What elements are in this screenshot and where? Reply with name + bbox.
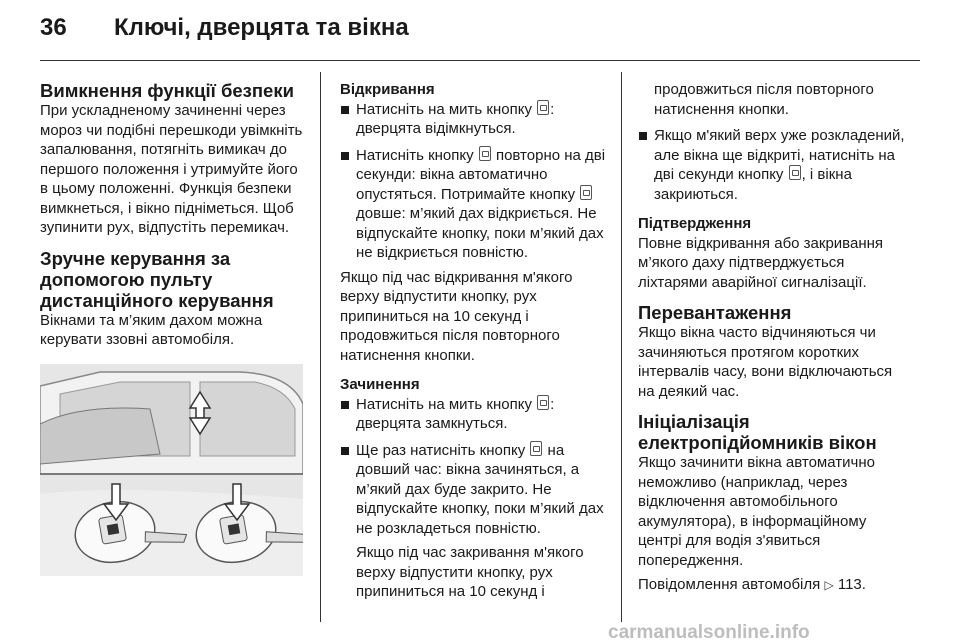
watermark: carmanualsonline.info <box>608 622 810 643</box>
lock-button-icon <box>530 441 542 456</box>
column-divider-1 <box>320 72 321 622</box>
heading-initialization: Ініціалізація електропідйомників вікон <box>638 411 877 453</box>
bullet-icon <box>341 152 349 160</box>
text-opening: Якщо під час відкривання м'якого верху відпустити кнопку, рух припиниться на 10 секунд і продовжиться після повторного натиснення кнопки. <box>340 268 573 364</box>
page-title: Ключі, дверцята та вікна <box>114 14 409 41</box>
heading-security: Вимкнення функції безпеки <box>40 80 294 101</box>
lock-button-icon <box>789 165 801 180</box>
text-remote: Вікнами та м’яким дахом можна керувати ззовні автомобіля. <box>40 311 263 348</box>
text-overload: Якщо вікна часто відчиняються чи зачиняються протягом коротких інтервалів часу, вони відключаються на деякий час. <box>638 324 893 400</box>
unlock-button-icon <box>580 185 592 200</box>
list-item: Натисніть на мить кнопку : дверцята замкнуться. <box>340 395 610 434</box>
page-header <box>40 14 409 50</box>
continued-text: продовжиться після повторного натиснення кнопки. <box>654 81 874 118</box>
column-3 <box>638 80 908 596</box>
text-security: При ускладненому зачиненні через мороз чи подібні перешкоди увімкніть запалювання, потягніть вимикач до першого положення і утримуйте його в цьому положенні. Функція безпеки вимкнеться, і вікно підніметься. Щоб зупинити рух, відпустіть перемикач. <box>40 102 303 236</box>
page-link[interactable]: 113. <box>837 576 866 593</box>
heading-remote: Зручне керування за допомогою пульту дистанційного керування <box>40 247 274 311</box>
column-2 <box>340 80 610 602</box>
heading-overload: Перевантаження <box>638 302 792 323</box>
text-confirmation: Повне відкривання або закривання м’якого даху підтверджується ліхтарями аварійної сигналізації. <box>638 234 884 291</box>
list-item: Якщо м'який верх уже розкладений, але вікна ще відкриті, натисніть на дві секунди кнопку , і вікна закриються. <box>638 126 908 204</box>
page-reference-icon: ▷ <box>824 578 834 592</box>
unlock-button-icon <box>537 100 549 115</box>
text-initialization: Якщо зачинити вікна автоматично неможливо (наприклад, через відключення автомобільного акумулятора), в інформаційному центрі для водія з'явиться попередження. <box>638 454 875 569</box>
vehicle-messages-ref: Повідомлення автомобіля ▷ 113. <box>638 576 866 593</box>
bullet-icon <box>639 132 647 140</box>
bullet-icon <box>341 401 349 409</box>
heading-confirmation: Підтвердження <box>638 215 752 232</box>
lock-button-icon <box>537 395 549 410</box>
text-closing-note: Якщо під час закривання м'якого верху відпустити кнопку, рух припиниться на 10 секунд і <box>356 544 584 600</box>
remote-key-illustration <box>40 364 303 576</box>
list-item: Ще раз натисніть кнопку на довший час: вікна зачиняться, а м’який дах буде закрито. Не відпускайте кнопку, поки м’який дах не розкладеться повністю. Якщо під час закривання м'якого верху відпустити кнопку, рух припиниться на 10 секунд і <box>340 441 610 602</box>
header-rule <box>40 60 920 61</box>
heading-closing: Зачинення <box>340 376 420 393</box>
column-1 <box>40 80 304 350</box>
heading-opening: Відкривання <box>340 81 435 98</box>
car-and-keys-image <box>40 364 303 576</box>
list-item: Натисніть кнопку повторно на дві секунди: вікна автоматично опустяться. Потримайте кнопку довше: м’який дах відкриється. Не відпускайте кнопку, поки м’який дах не відкриється повністю. <box>340 146 610 263</box>
bullet-icon <box>341 106 349 114</box>
bullet-icon <box>341 447 349 455</box>
column-divider-2 <box>621 72 622 622</box>
unlock-button-icon <box>479 146 491 161</box>
page-number: 36 <box>40 14 67 41</box>
list-item: Натисніть на мить кнопку : дверцята відімкнуться. <box>340 100 610 139</box>
